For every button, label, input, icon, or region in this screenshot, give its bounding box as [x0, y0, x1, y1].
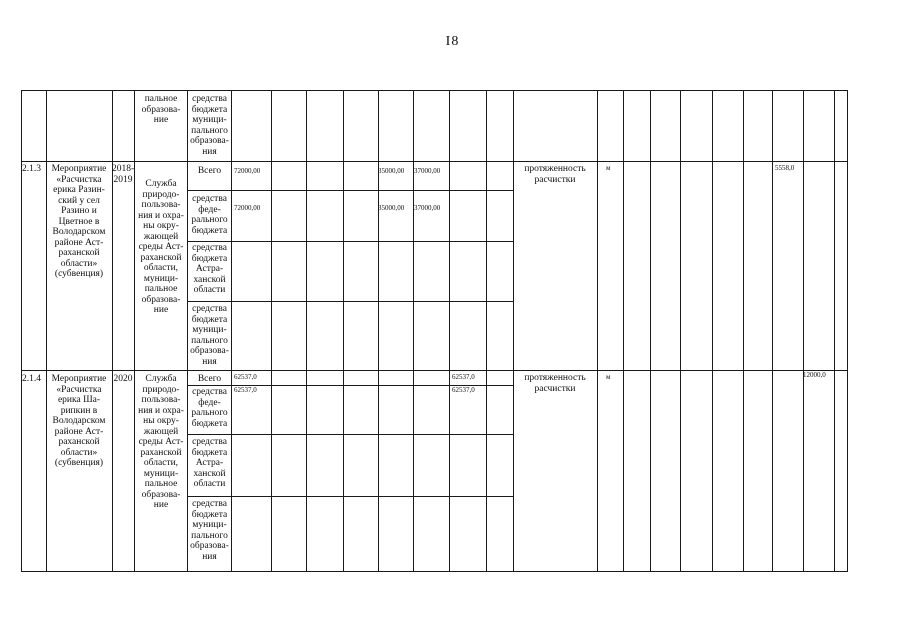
page-number: I8	[445, 34, 460, 49]
source-label: средства бюджета Астра- ханской области	[191, 243, 228, 295]
measure-executor: Служба природо- пользова- ния и охра- ны окру- жающей среды Аст- раханской области, муници- пальное образова- ние	[138, 374, 184, 510]
source-label: средства бюджета муници- пального образова- ния	[190, 304, 229, 367]
indicator-unit: м	[606, 373, 611, 381]
total-value: 72000,00	[234, 167, 261, 175]
total-value: 62537,0	[234, 373, 257, 381]
year-value: 62537,0	[452, 373, 475, 381]
row-number: 2.1.3	[22, 164, 41, 174]
total-value: 72000,00	[234, 204, 261, 212]
source-label: средства феде- рального бюджета	[191, 194, 228, 236]
indicator-name: протяженность расчистки	[524, 164, 586, 185]
year-value: 37000,00	[414, 167, 441, 175]
year-value: 35000,00	[378, 167, 405, 175]
source-tail: средства бюджета муници- пального образова- ния	[190, 94, 229, 157]
indicator-name: протяженность расчистки	[524, 373, 586, 394]
target-value: 12000,0	[803, 371, 826, 379]
measure-title: Мероприятие «Расчистка ерика Ша- рипкин в Володарском районе Аст- раханской области» (субвенция)	[51, 374, 107, 468]
total-value: 62537,0	[234, 386, 257, 394]
source-label: средства феде- рального бюджета	[191, 387, 228, 429]
year-value: 35000,00	[378, 204, 405, 212]
source-label: Всего	[197, 374, 222, 384]
year-value: 62537,0	[452, 386, 475, 394]
measure-years: 2020	[113, 374, 133, 384]
source-label: средства бюджета муници- пального образова- ния	[190, 499, 229, 562]
measure-years: 2018- 2019	[112, 164, 135, 185]
source-label: Всего	[197, 166, 222, 176]
year-value: 37000,00	[414, 204, 441, 212]
target-value: 5558,0	[775, 164, 795, 172]
row-number: 2.1.4	[22, 374, 41, 384]
measure-executor: Служба природо- пользова- ния и охра- ны окру- жающей среды Аст- раханской области, муници- пальное образова- ние	[138, 179, 184, 315]
source-label: средства бюджета Астра- ханской области	[191, 437, 228, 489]
measure-title: Мероприятие «Расчистка ерика Разин- ский у сел Разино и Цветное в Володарском районе Аст- раханской области» (субвенция)	[51, 164, 107, 279]
executor-tail: пальное образова- ние	[141, 94, 181, 125]
indicator-unit: м	[606, 164, 611, 172]
